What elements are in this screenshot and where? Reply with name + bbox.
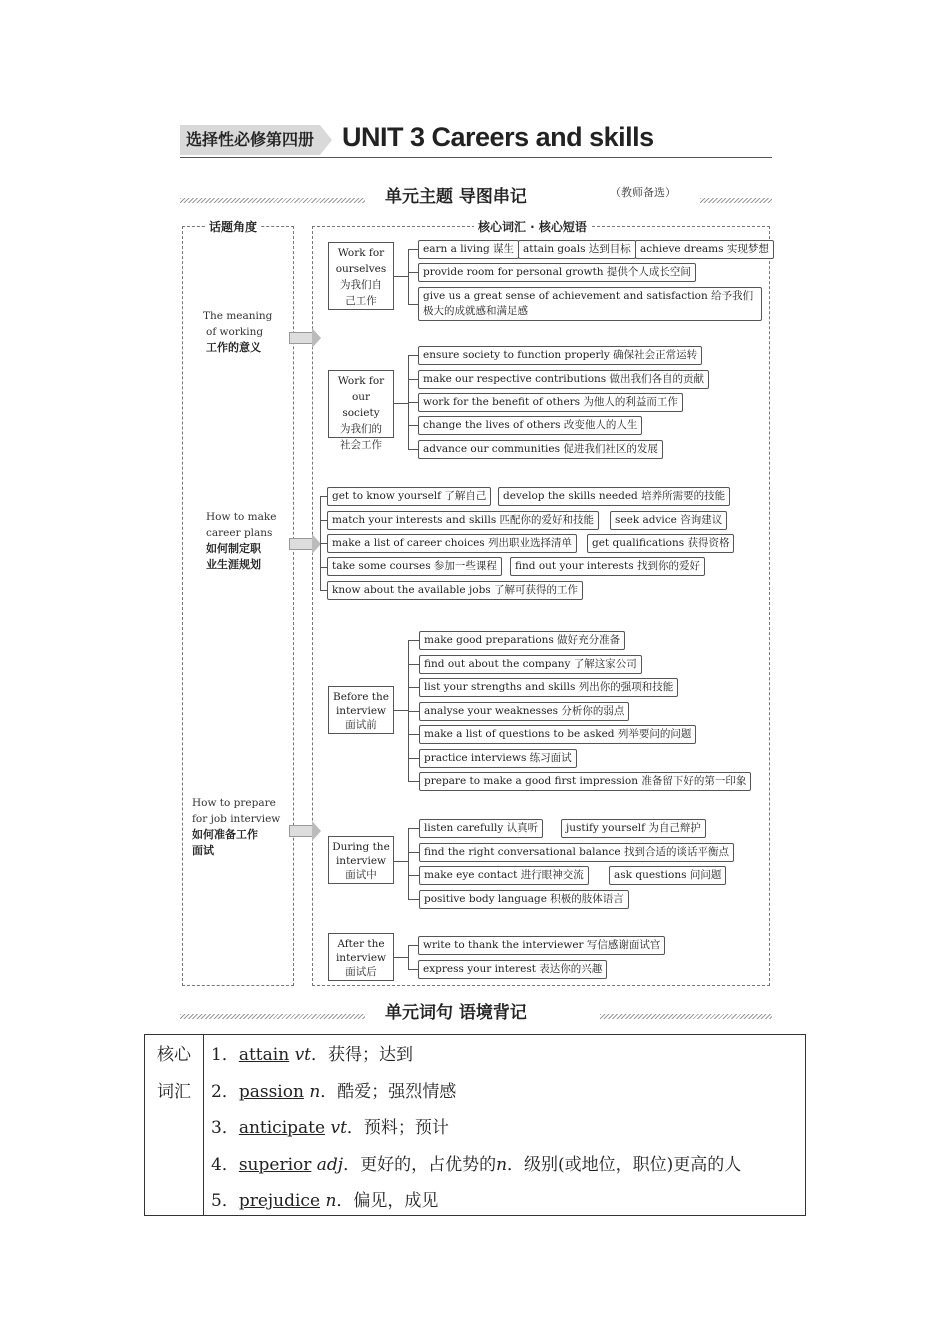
phrase-benefit-of-others: work for the benefit of others 为他人的利益而工作 (418, 393, 683, 412)
phrase-seek-advice: seek advice 咨询建议 (610, 511, 727, 530)
connector (408, 640, 419, 641)
phrase-ask-questions: ask questions 问问题 (609, 866, 726, 885)
connector (408, 664, 419, 665)
connector (408, 828, 419, 829)
arrow-right-icon (289, 538, 313, 550)
phrase-personal-growth: provide room for personal growth 提供个人成长空间 (418, 263, 696, 282)
phrase-listen-carefully: listen carefully 认真听 (419, 819, 543, 838)
vocab-row: 2．passion n．酷爱；强烈情感 (211, 1082, 457, 1102)
connector (394, 403, 408, 404)
connector (408, 969, 418, 970)
vocab-row: 5．prejudice n．偏见，成见 (211, 1191, 439, 1211)
vocab-label: 词汇 (157, 1082, 191, 1102)
connector (320, 543, 327, 544)
phrase-available-jobs: know about the available jobs 了解可获得的工作 (327, 581, 583, 600)
phrase-find-out-company: find out about the company 了解这家公司 (419, 655, 642, 674)
connector (408, 379, 418, 380)
connector (408, 449, 418, 450)
phrase-justify-yourself: justify yourself 为自己辩护 (561, 819, 706, 838)
connector (408, 734, 419, 735)
category-during-interview: During the interview 面试中 (328, 836, 394, 884)
topic-column-title: 话题角度 (205, 218, 261, 235)
arrow-right-icon (289, 825, 313, 837)
connector (408, 828, 409, 899)
connector (394, 710, 408, 711)
connector (320, 590, 327, 591)
phrase-know-yourself: get to know yourself 了解自己 (327, 487, 491, 506)
category-work-for-ourselves: Work for ourselves 为我们自 己工作 (328, 242, 394, 310)
connector (408, 355, 418, 356)
vocab-row: 4．superior adj．更好的，占优势的n．级别(或地位，职位)更高的人 (211, 1155, 742, 1175)
phrase-list-questions: make a list of questions to be asked 列举要问的问题 (419, 725, 696, 744)
phrase-career-choices: make a list of career choices 列出职业选择清单 (327, 534, 577, 553)
connector (408, 687, 419, 688)
vocab-label: 核心 (157, 1045, 191, 1065)
category-before-interview: Before the interview 面试前 (328, 686, 394, 734)
topic-job-interview: How to prepare for job interview 如何准备工作 面试 (192, 797, 281, 857)
connector (408, 402, 418, 403)
vocab-row: 1．attain vt．获得；达到 (211, 1045, 413, 1065)
phrase-eye-contact: make eye contact 进行眼神交流 (419, 866, 589, 885)
section1-title: 单元主题 导图串记 (385, 187, 527, 207)
vocab-column-title: 核心词汇 · 核心短语 (474, 218, 591, 235)
table-divider (203, 1035, 204, 1215)
connector (320, 520, 327, 521)
section2-title: 单元词句 语境背记 (385, 1003, 527, 1023)
phrase-change-lives: change the lives of others 改变他人的人生 (418, 416, 642, 435)
phrase-conversational-balance: find the right conversational balance 找到合适的谈话平衡点 (419, 843, 734, 862)
connector (394, 276, 408, 277)
phrase-earn-a-living: earn a living 谋生 (418, 240, 519, 259)
phrase-analyse-weaknesses: analyse your weaknesses 分析你的弱点 (419, 702, 629, 721)
arrow-right-icon (289, 332, 313, 344)
banner-hatch-left (180, 1014, 365, 1019)
phrase-practice-interviews: practice interviews 练习面试 (419, 749, 577, 768)
phrase-attain-goals: attain goals 达到目标 (518, 240, 636, 259)
connector (408, 304, 418, 305)
phrase-develop-skills: develop the skills needed 培养所需要的技能 (498, 487, 730, 506)
connector (408, 945, 409, 969)
category-work-for-society: Work for our society 为我们的 社会工作 (328, 370, 394, 438)
connector (320, 496, 327, 497)
phrase-first-impression: prepare to make a good first impression 准备留下好的第一印象 (419, 772, 751, 791)
connector (408, 875, 419, 876)
banner-hatch-right (700, 198, 772, 203)
section1-note: （教师备选） (610, 186, 676, 199)
phrase-take-courses: take some courses 参加一些课程 (327, 557, 502, 576)
connector (320, 567, 327, 568)
topic-career-plans: How to make career plans 如何制定职 业生涯规划 (206, 511, 277, 571)
phrase-thank-interviewer: write to thank the interviewer 写信感谢面试官 (418, 936, 665, 955)
header-rule (180, 157, 772, 158)
connector (408, 249, 409, 304)
connector (408, 899, 419, 900)
phrase-get-qualifications: get qualifications 获得资格 (587, 534, 734, 553)
phrase-sense-of-achievement: give us a great sense of achievement and satisfaction 给予我们极大的成就感和满足感 (418, 287, 762, 321)
phrase-list-strengths: list your strengths and skills 列出你的强项和技能 (419, 678, 678, 697)
connector (394, 957, 408, 958)
phrase-match-interests: match your interests and skills 匹配你的爱好和技能 (327, 511, 599, 530)
banner-hatch-right (600, 1014, 772, 1019)
connector (408, 758, 419, 759)
connector (408, 249, 418, 250)
connector (408, 272, 418, 273)
vocab-row: 3．anticipate vt．预料；预计 (211, 1118, 449, 1138)
phrase-respective-contributions: make our respective contributions 做出我们各自的贡献 (418, 370, 709, 389)
phrase-achieve-dreams: achieve dreams 实现梦想 (635, 240, 774, 259)
banner-hatch-left (180, 198, 365, 203)
connector (408, 852, 419, 853)
core-vocabulary-table (144, 1034, 806, 1216)
connector (408, 711, 419, 712)
connector (408, 945, 418, 946)
phrase-body-language: positive body language 积极的肢体语言 (419, 890, 629, 909)
phrase-ensure-society: ensure society to function properly 确保社会正常运转 (418, 346, 702, 365)
phrase-advance-communities: advance our communities 促进我们社区的发展 (418, 440, 663, 459)
connector (394, 861, 408, 862)
connector (408, 425, 418, 426)
topic-meaning-of-working: The meaning of working 工作的意义 (203, 310, 273, 354)
phrase-express-interest: express your interest 表达你的兴趣 (418, 960, 607, 979)
category-after-interview: After the interview 面试后 (328, 933, 394, 981)
unit-title: UNIT 3 Careers and skills (342, 122, 654, 152)
phrase-find-interests: find out your interests 找到你的爱好 (510, 557, 705, 576)
connector (408, 781, 419, 782)
unit-tag: 选择性必修第四册 (180, 125, 320, 155)
phrase-good-preparations: make good preparations 做好充分准备 (419, 631, 625, 650)
